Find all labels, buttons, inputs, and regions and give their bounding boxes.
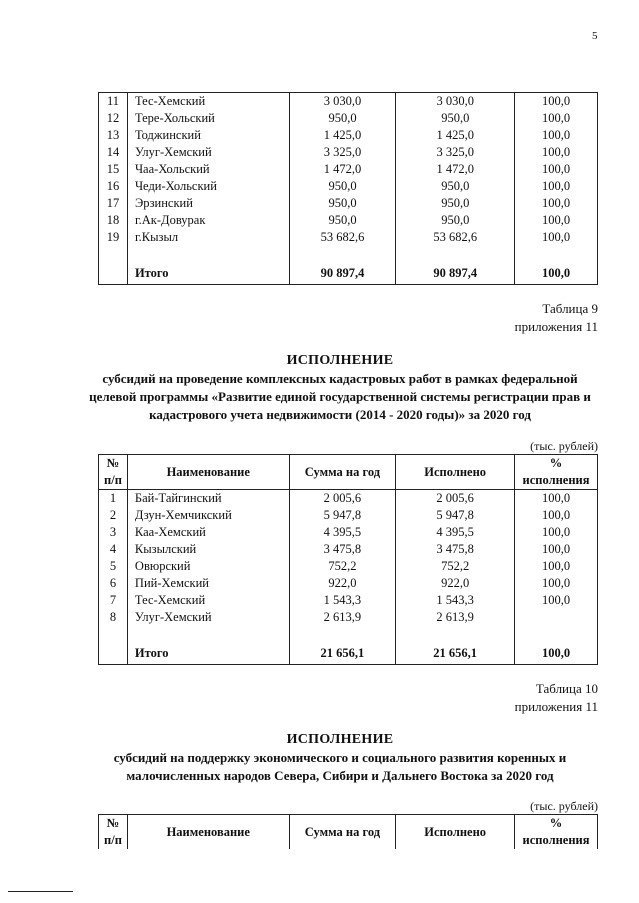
row-pct: 100,0 bbox=[515, 524, 598, 541]
row-name: Бай-Тайгинский bbox=[127, 490, 289, 508]
table10-subtitle-2: малочисленных народов Севера, Сибири и Дальнего Востока за 2020 год bbox=[126, 768, 554, 783]
row-pct: 100,0 bbox=[515, 490, 598, 508]
table10-subtitle-1: субсидий на поддержку экономического и социального развития коренных и bbox=[113, 750, 567, 765]
total-plan: 90 897,4 bbox=[289, 246, 396, 284]
header-pct: % исполнения bbox=[515, 455, 598, 490]
row-number: 7 bbox=[99, 592, 128, 609]
total-pct: 100,0 bbox=[515, 246, 598, 284]
total-number bbox=[99, 626, 128, 664]
table-row bbox=[99, 229, 598, 246]
row-name: Тере-Хольский bbox=[127, 110, 289, 127]
total-plan: 21 656,1 bbox=[289, 626, 396, 664]
table9-title: ИСПОЛНЕНИЕ bbox=[286, 353, 394, 368]
row-plan: 3 030,0 bbox=[289, 93, 396, 111]
total-done: 90 897,4 bbox=[396, 246, 515, 284]
row-plan: 950,0 bbox=[289, 110, 396, 127]
row-pct bbox=[515, 609, 598, 626]
row-name: Тес-Хемский bbox=[127, 93, 289, 111]
row-number: 8 bbox=[99, 609, 128, 626]
row-done: 53 682,6 bbox=[396, 229, 515, 246]
row-pct: 100,0 bbox=[515, 161, 598, 178]
row-done: 752,2 bbox=[396, 558, 515, 575]
header-num: № п/п bbox=[99, 815, 128, 850]
header-name: Наименование bbox=[127, 815, 289, 850]
row-plan: 922,0 bbox=[289, 575, 396, 592]
row-plan: 2 613,9 bbox=[289, 609, 396, 626]
row-done: 1 472,0 bbox=[396, 161, 515, 178]
row-number: 16 bbox=[99, 178, 128, 195]
table9-header-row bbox=[99, 455, 598, 490]
table-row bbox=[99, 93, 598, 111]
table-row bbox=[99, 592, 598, 609]
total-label: Итого bbox=[127, 246, 289, 284]
row-number: 17 bbox=[99, 195, 128, 212]
row-pct: 100,0 bbox=[515, 541, 598, 558]
row-number: 5 bbox=[99, 558, 128, 575]
table9-caption-appendix: приложения 11 bbox=[514, 319, 598, 334]
table-row bbox=[99, 575, 598, 592]
row-plan: 752,2 bbox=[289, 558, 396, 575]
total-pct: 100,0 bbox=[515, 626, 598, 664]
row-name: Чеди-Хольский bbox=[127, 178, 289, 195]
row-done: 3 475,8 bbox=[396, 541, 515, 558]
row-done: 1 425,0 bbox=[396, 127, 515, 144]
row-done: 922,0 bbox=[396, 575, 515, 592]
row-pct: 100,0 bbox=[515, 144, 598, 161]
row-number: 19 bbox=[99, 229, 128, 246]
total-label: Итого bbox=[127, 626, 289, 664]
row-number: 12 bbox=[99, 110, 128, 127]
row-name: Улуг-Хемский bbox=[127, 609, 289, 626]
table-row bbox=[99, 144, 598, 161]
row-pct: 100,0 bbox=[515, 195, 598, 212]
row-plan: 1 543,3 bbox=[289, 592, 396, 609]
total-done: 21 656,1 bbox=[396, 626, 515, 664]
row-number: 1 bbox=[99, 490, 128, 508]
table-row bbox=[99, 161, 598, 178]
header-done: Исполнено bbox=[396, 455, 515, 490]
header-plan: Сумма на год bbox=[289, 455, 396, 490]
row-pct: 100,0 bbox=[515, 507, 598, 524]
table9 bbox=[98, 454, 598, 665]
row-number: 2 bbox=[99, 507, 128, 524]
total-number bbox=[99, 246, 128, 284]
table9-subtitle-1: субсидий на проведение комплексных кадастровых работ в рамках федеральной bbox=[102, 371, 578, 386]
row-name: Тес-Хемский bbox=[127, 592, 289, 609]
table10 bbox=[98, 814, 598, 849]
row-number: 15 bbox=[99, 161, 128, 178]
row-plan: 1 425,0 bbox=[289, 127, 396, 144]
row-name: Чаа-Хольский bbox=[127, 161, 289, 178]
row-number: 14 bbox=[99, 144, 128, 161]
row-pct: 100,0 bbox=[515, 178, 598, 195]
table-row bbox=[99, 490, 598, 508]
row-number: 11 bbox=[99, 93, 128, 111]
table-row bbox=[99, 178, 598, 195]
row-plan: 3 325,0 bbox=[289, 144, 396, 161]
row-name: Пий-Хемский bbox=[127, 575, 289, 592]
row-pct: 100,0 bbox=[515, 110, 598, 127]
row-number: 3 bbox=[99, 524, 128, 541]
header-name: Наименование bbox=[127, 455, 289, 490]
row-pct: 100,0 bbox=[515, 592, 598, 609]
row-done: 950,0 bbox=[396, 195, 515, 212]
row-name: Эрзинский bbox=[127, 195, 289, 212]
row-done: 1 543,3 bbox=[396, 592, 515, 609]
row-pct: 100,0 bbox=[515, 93, 598, 111]
table-row bbox=[99, 541, 598, 558]
row-pct: 100,0 bbox=[515, 558, 598, 575]
row-number: 18 bbox=[99, 212, 128, 229]
row-plan: 53 682,6 bbox=[289, 229, 396, 246]
row-number: 6 bbox=[99, 575, 128, 592]
row-plan: 950,0 bbox=[289, 212, 396, 229]
row-done: 3 030,0 bbox=[396, 93, 515, 111]
table10-caption-appendix: приложения 11 bbox=[514, 699, 598, 714]
table-row bbox=[99, 609, 598, 626]
row-name: г.Кызыл bbox=[127, 229, 289, 246]
table-row bbox=[99, 110, 598, 127]
total-row bbox=[99, 626, 598, 664]
header-done: Исполнено bbox=[396, 815, 515, 850]
table9-units: (тыс. рублей) bbox=[530, 439, 598, 453]
row-plan: 5 947,8 bbox=[289, 507, 396, 524]
row-plan: 950,0 bbox=[289, 178, 396, 195]
table9-caption: Таблица 9 bbox=[542, 301, 598, 316]
row-name: Овюрский bbox=[127, 558, 289, 575]
row-name: Дзун-Хемчикский bbox=[127, 507, 289, 524]
table-row bbox=[99, 212, 598, 229]
row-plan: 2 005,6 bbox=[289, 490, 396, 508]
row-done: 950,0 bbox=[396, 110, 515, 127]
row-pct: 100,0 bbox=[515, 212, 598, 229]
row-plan: 3 475,8 bbox=[289, 541, 396, 558]
row-done: 950,0 bbox=[396, 178, 515, 195]
page-number: 5 bbox=[592, 30, 598, 42]
row-name: Тоджинский bbox=[127, 127, 289, 144]
row-pct: 100,0 bbox=[515, 575, 598, 592]
row-plan: 1 472,0 bbox=[289, 161, 396, 178]
row-name: Каа-Хемский bbox=[127, 524, 289, 541]
table-row bbox=[99, 507, 598, 524]
row-number: 13 bbox=[99, 127, 128, 144]
table10-title: ИСПОЛНЕНИЕ bbox=[286, 732, 394, 747]
table-row bbox=[99, 558, 598, 575]
table10-caption: Таблица 10 bbox=[535, 681, 598, 696]
row-plan: 4 395,5 bbox=[289, 524, 396, 541]
table9-subtitle-3: кадастрового учета недвижимости (2014 - 2020 годы)» за 2020 год bbox=[149, 407, 531, 422]
row-pct: 100,0 bbox=[515, 127, 598, 144]
row-done: 950,0 bbox=[396, 212, 515, 229]
row-done: 2 005,6 bbox=[396, 490, 515, 508]
table-row bbox=[99, 195, 598, 212]
row-done: 3 325,0 bbox=[396, 144, 515, 161]
footer-rule bbox=[8, 891, 73, 892]
table9-subtitle-2: целевой программы «Развитие единой государственной системы регистрации прав и bbox=[89, 389, 591, 404]
row-done: 2 613,9 bbox=[396, 609, 515, 626]
header-plan: Сумма на год bbox=[289, 815, 396, 850]
row-number: 4 bbox=[99, 541, 128, 558]
table-row bbox=[99, 127, 598, 144]
header-pct: % исполнения bbox=[515, 815, 598, 850]
header-num: № п/п bbox=[99, 455, 128, 490]
row-plan: 950,0 bbox=[289, 195, 396, 212]
table10-header-row bbox=[99, 815, 598, 850]
total-row bbox=[99, 246, 598, 284]
row-name: Кызылский bbox=[127, 541, 289, 558]
row-pct: 100,0 bbox=[515, 229, 598, 246]
table10-units: (тыс. рублей) bbox=[530, 799, 598, 813]
row-name: Улуг-Хемский bbox=[127, 144, 289, 161]
row-done: 4 395,5 bbox=[396, 524, 515, 541]
table-continuation bbox=[98, 92, 598, 285]
table-row bbox=[99, 524, 598, 541]
row-name: г.Ак-Довурак bbox=[127, 212, 289, 229]
row-done: 5 947,8 bbox=[396, 507, 515, 524]
